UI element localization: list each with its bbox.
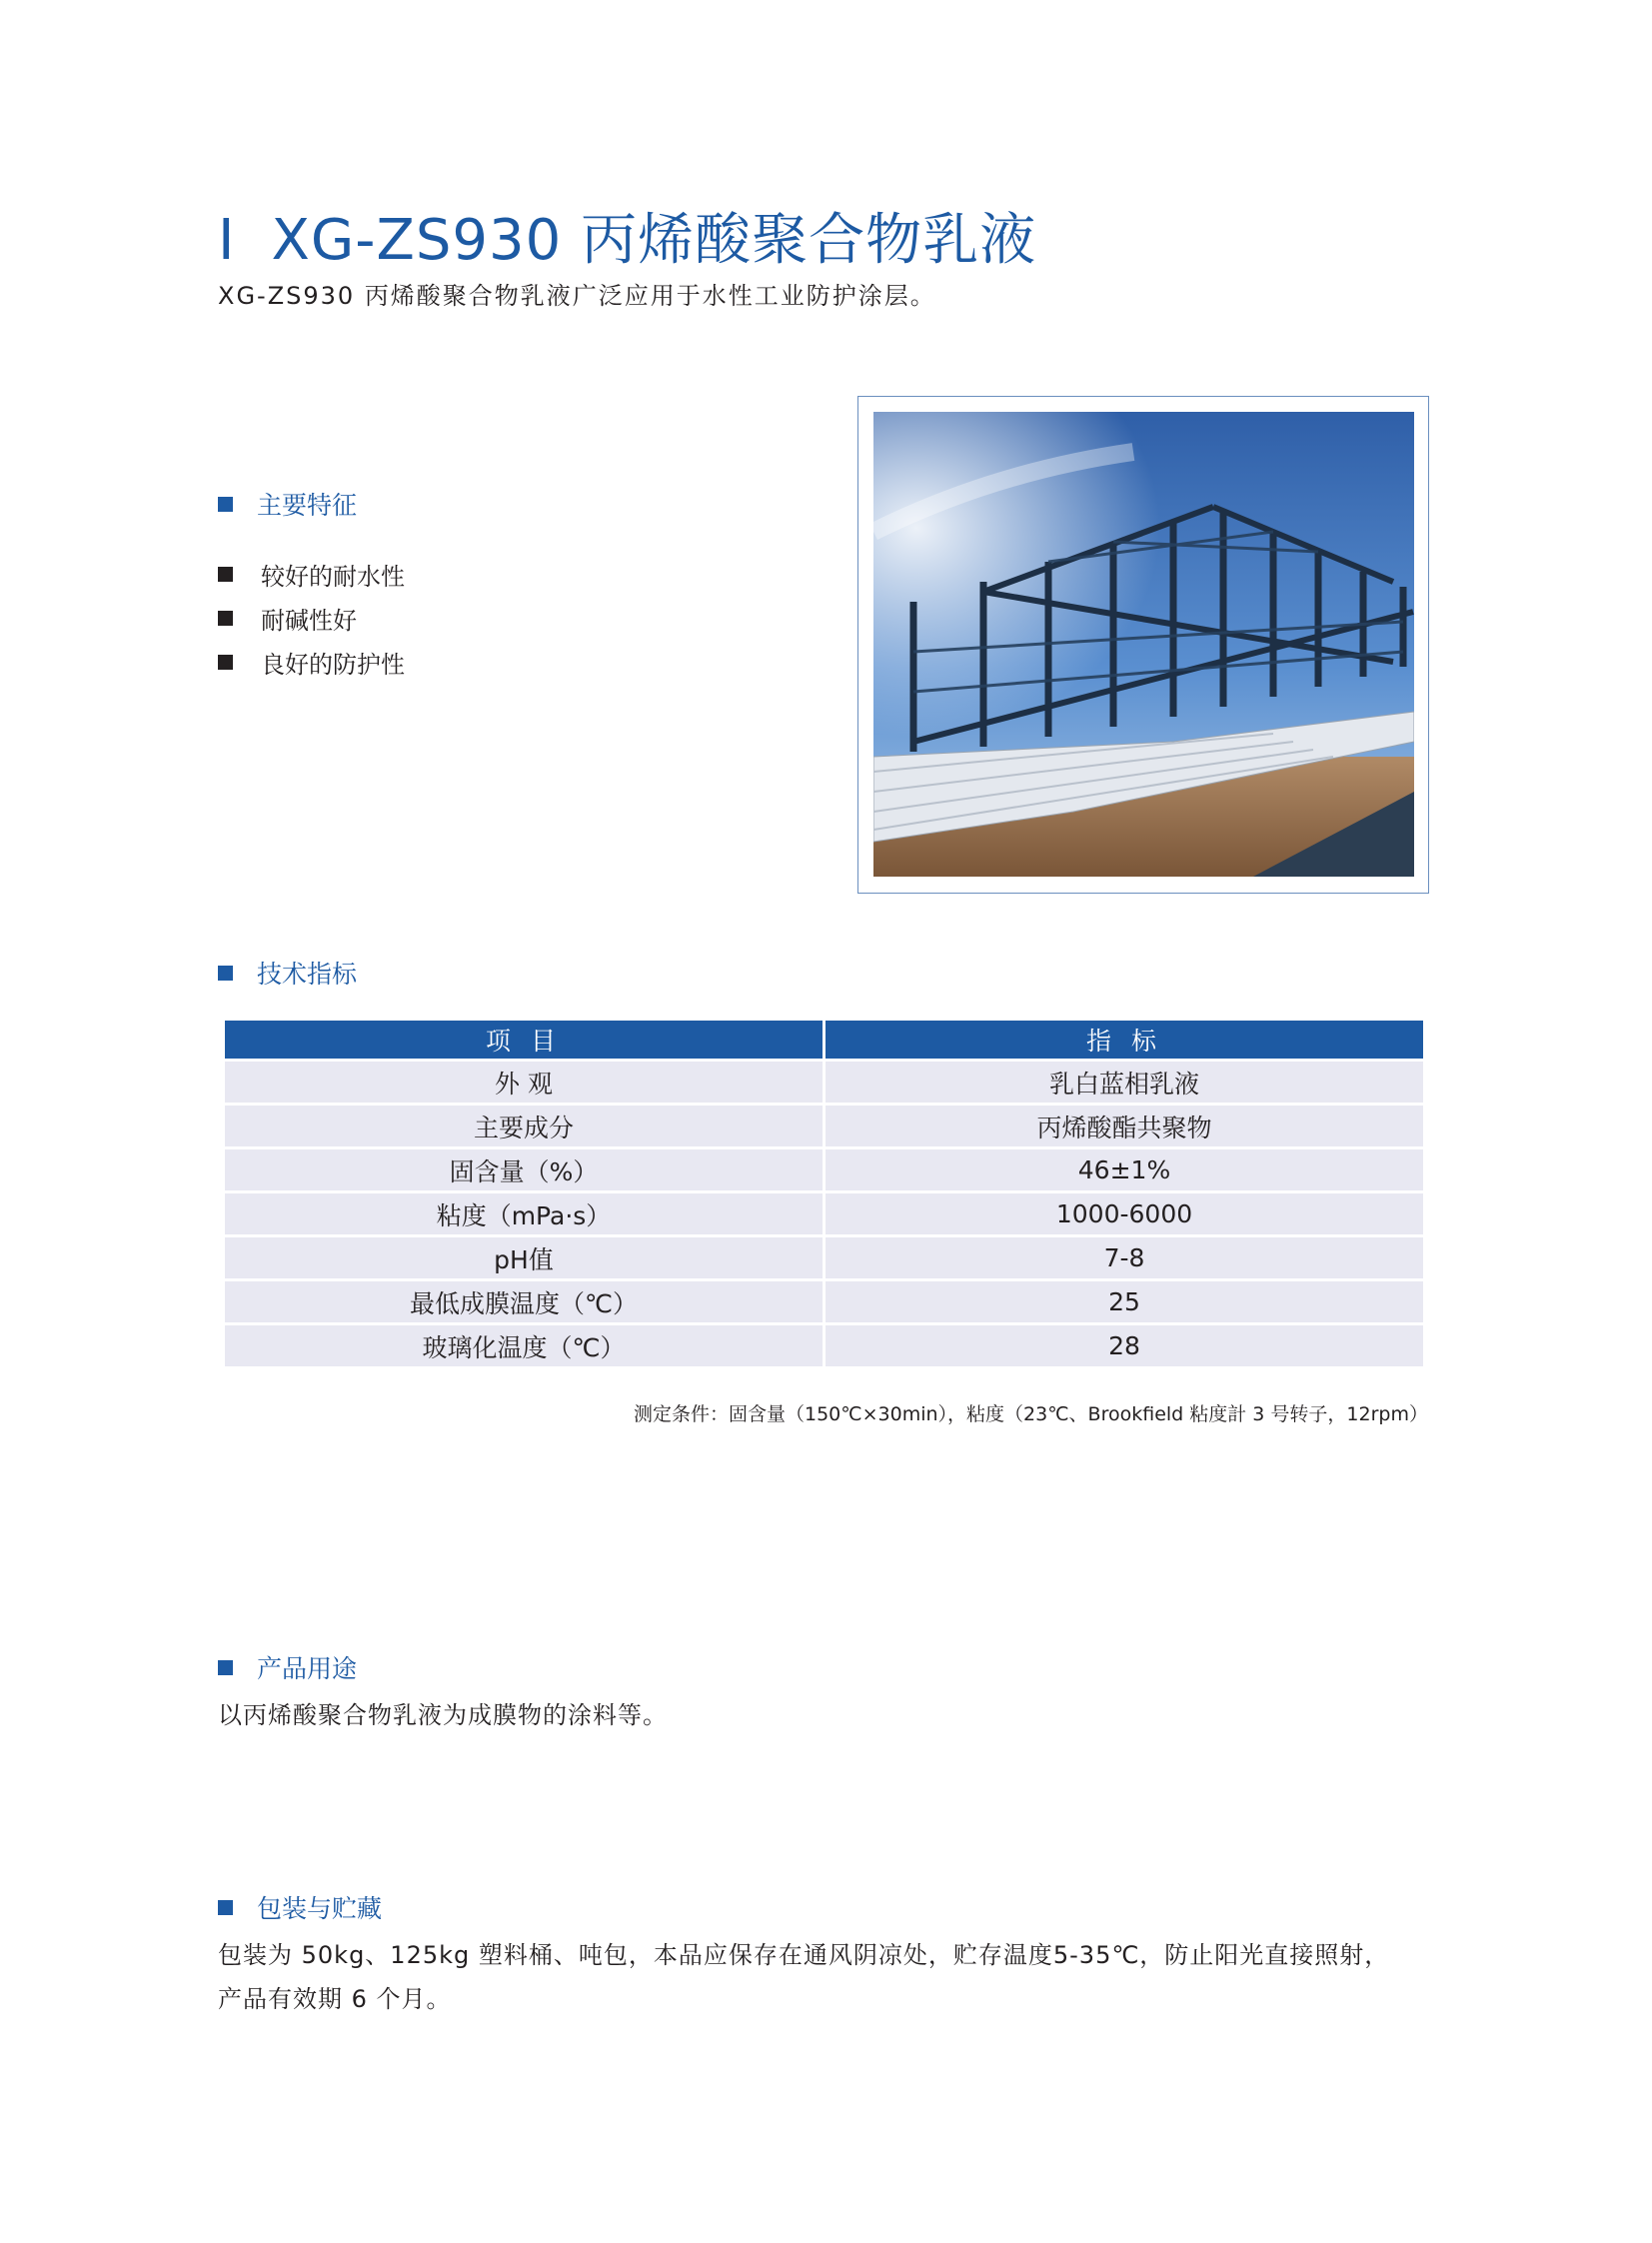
table-row — [225, 1237, 1423, 1278]
feature-label: 较好的耐水性 — [261, 562, 405, 591]
table-cell: 7-8 — [826, 1237, 1423, 1278]
table-cell: 1000-6000 — [826, 1193, 1423, 1234]
test-conditions-note: 测定条件：固含量（150℃×30min），粘度（23℃、Brookfield 粘度計 3 号转子，12rpm） — [634, 1403, 1428, 1425]
column-header-value: 指 标 — [826, 1021, 1423, 1059]
usage-heading — [218, 1649, 357, 1685]
heading-square-icon — [218, 1660, 233, 1675]
table-cell: 46±1% — [826, 1149, 1423, 1190]
bullet-square-icon — [218, 611, 233, 626]
specs-heading — [218, 955, 357, 991]
table-row — [225, 1325, 1423, 1366]
features-heading-label: 主要特征 — [257, 491, 358, 520]
packaging-heading — [218, 1889, 382, 1925]
feature-label: 耐碱性好 — [261, 606, 357, 635]
table-cell: 乳白蓝相乳液 — [826, 1062, 1423, 1103]
table-cell: 28 — [826, 1325, 1423, 1366]
feature-label: 良好的防护性 — [261, 650, 405, 679]
packaging-text-line1: 包装为 50kg、125kg 塑料桶、吨包，本品应保存在通风阴凉处，贮存温度5-35℃，防止阳光直接照射， — [218, 1941, 1390, 1969]
table-row — [225, 1281, 1423, 1322]
packaging-heading-label: 包装与贮藏 — [257, 1894, 383, 1923]
table-cell: 丙烯酸酯共聚物 — [826, 1106, 1423, 1146]
packaging-text-line2: 产品有效期 6 个月。 — [218, 1985, 452, 2013]
heading-square-icon — [218, 1900, 233, 1915]
list-item — [218, 640, 405, 684]
heading-square-icon — [218, 497, 233, 512]
page-subtitle: XG-ZS930 丙烯酸聚合物乳液广泛应用于水性工业防护涂层。 — [218, 282, 936, 310]
table-row — [225, 1062, 1423, 1103]
table-cell: 主要成分 — [225, 1106, 823, 1146]
list-item — [218, 596, 405, 640]
table-cell: 25 — [826, 1281, 1423, 1322]
feature-list — [218, 552, 405, 684]
heading-square-icon — [218, 966, 233, 981]
title-bar: I — [218, 208, 236, 273]
bullet-square-icon — [218, 567, 233, 582]
table-cell: 粘度（mPa·s） — [225, 1193, 823, 1234]
steel-frame-illustration — [873, 412, 1414, 877]
specs-heading-label: 技术指标 — [257, 960, 358, 989]
table-cell: 玻璃化温度（℃） — [225, 1325, 823, 1366]
table-cell: 外 观 — [225, 1062, 823, 1103]
table-row — [225, 1193, 1423, 1234]
table-row — [225, 1106, 1423, 1146]
product-photo-frame — [857, 396, 1429, 894]
table-cell: pH值 — [225, 1237, 823, 1278]
bullet-square-icon — [218, 655, 233, 670]
usage-heading-label: 产品用途 — [257, 1654, 358, 1683]
column-header-item: 项 目 — [225, 1021, 823, 1059]
table-cell: 最低成膜温度（℃） — [225, 1281, 823, 1322]
steel-frame-photo — [873, 412, 1414, 877]
table-cell: 固含量（%） — [225, 1149, 823, 1190]
spec-table — [222, 1018, 1426, 1369]
usage-text: 以丙烯酸聚合物乳液为成膜物的涂料等。 — [218, 1701, 668, 1729]
page-title — [218, 196, 1036, 276]
list-item — [218, 552, 405, 596]
table-header-row — [225, 1021, 1423, 1059]
title-text: XG-ZS930 丙烯酸聚合物乳液 — [271, 208, 1037, 273]
features-heading — [218, 486, 357, 522]
table-row — [225, 1149, 1423, 1190]
